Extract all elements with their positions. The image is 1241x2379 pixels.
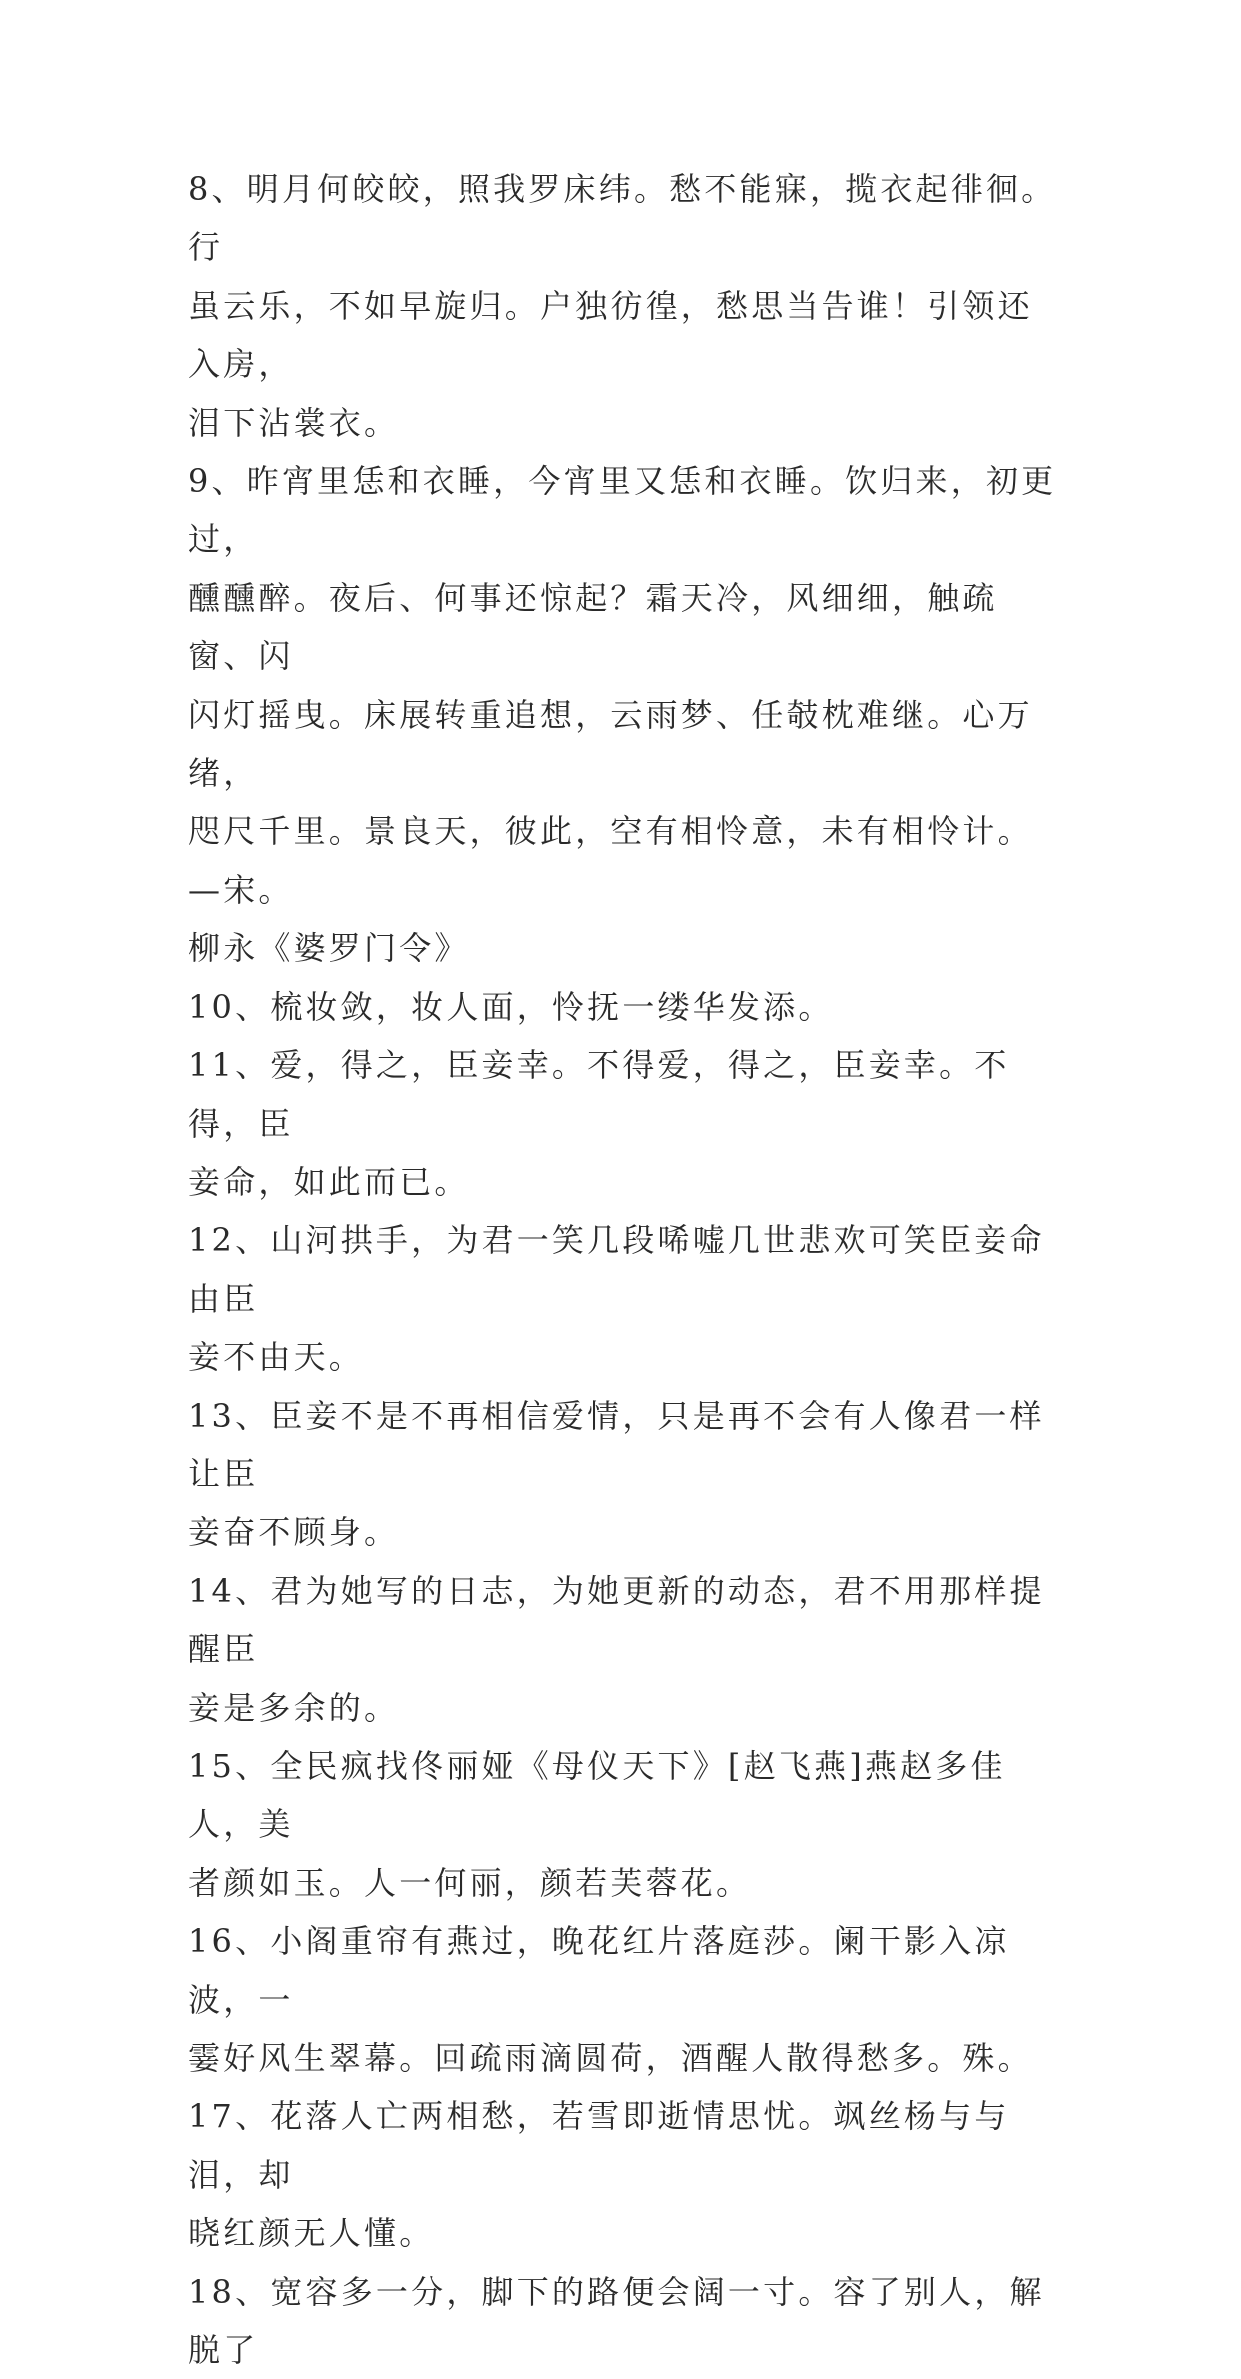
entry-17: 17、花落人亡两相愁，若雪即逝情思忧。飒丝杨与与泪，却 晓红颜无人懂。 [188,2097,1010,2253]
entry-15: 15、全民疯找佟丽娅《母仪天下》[赵飞燕]燕赵多佳人，美 者颜如玉。人一何丽，颜若芙蓉花。 [188,1746,1006,1902]
entry-9: 9、昨宵里恁和衣睡，今宵里又恁和衣睡。饮归来，初更过， 醺醺醉。夜后、何事还惊起？霜天冷，风细细，触疏窗、闪 闪灯摇曳。床展转重追想，云雨梦、任攲枕难继。心万绪， 咫尺千里。景良天，彼此，空有相怜意，未有相怜计。—宋。 柳永《婆罗门令》 [188,462,1057,968]
entry-8: 8、明月何皎皎，照我罗床纬。愁不能寐，揽衣起徘徊。行 虽云乐，不如早旋归。户独彷徨，愁思当告谁！引领还入房， 泪下沾裳衣。 [188,170,1057,442]
entry-16: 16、小阁重帘有燕过，晚花红片落庭莎。阑干影入凉波，一 霎好风生翠幕。回疏雨滴圆荷，酒醒人散得愁多。殊。 [188,1922,1033,2077]
entry-10: 10、梳妆敛，妆人面，怜抚一缕华发添。 [188,987,834,1026]
document-body [188,160,1060,2379]
entry-12: 12、山河拱手，为君一笑几段唏嘘几世悲欢可笑臣妾命由臣 妾不由天。 [188,1221,1045,1377]
entry-14: 14、君为她写的日志，为她更新的动态，君不用那样提醒臣 妾是多余的。 [188,1571,1045,1727]
entry-18: 18、宽容多一分，脚下的路便会阔一寸。容了别人，解脱了 [188,2272,1045,2370]
entry-13: 13、臣妾不是不再相信爱情，只是再不会有人像君一样让臣 妾奋不顾身。 [188,1396,1045,1552]
entry-11: 11、爱，得之，臣妾幸。不得爱，得之，臣妾幸。不得，臣 妾命，如此而已。 [188,1046,1010,1201]
